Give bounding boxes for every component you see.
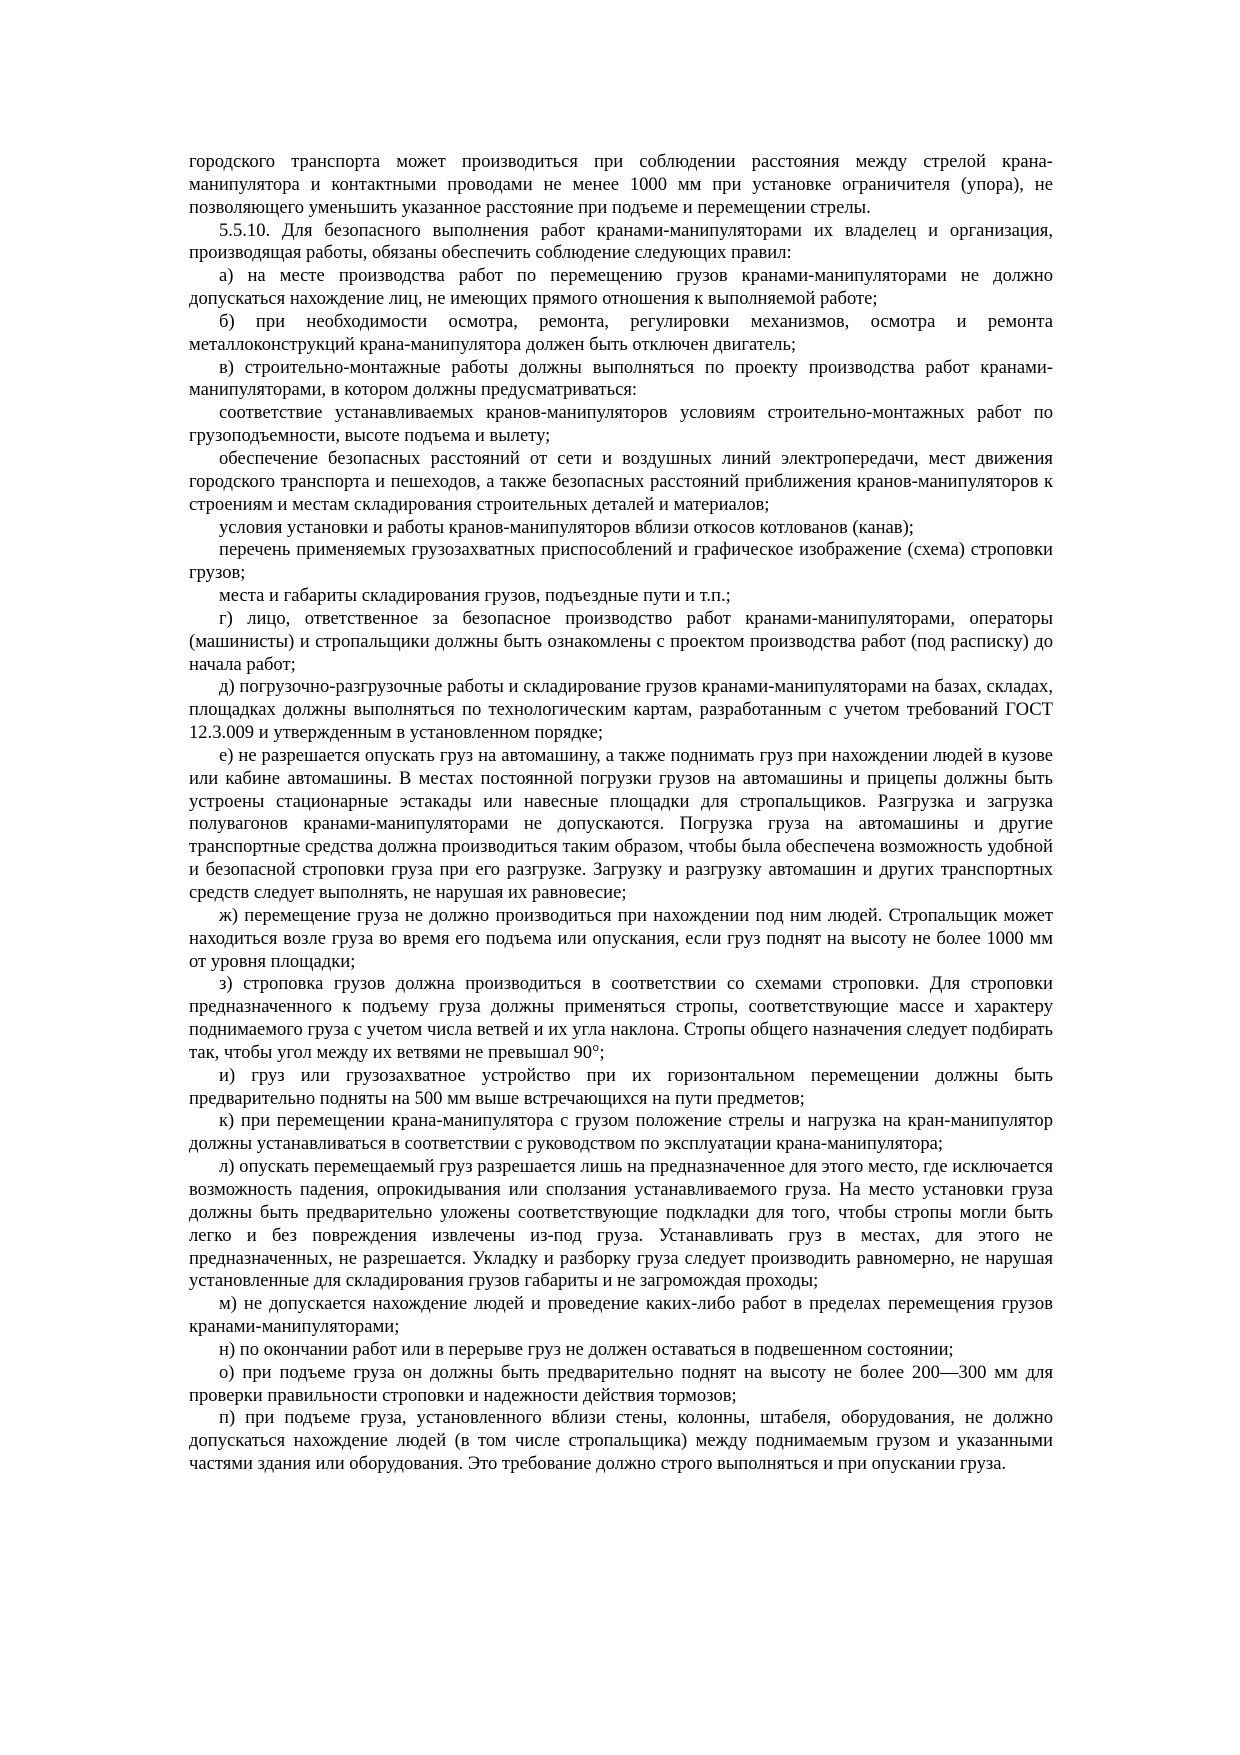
paragraph-item-z: з) строповка грузов должна производиться в соответствии со схемами строповки. Для строповки предназначенного к подъему груза должны применяться стропы, соответствующие массе и характеру поднимаемого груза с учетом числа ветвей и их угла наклона. Стропы общего назначения следует подбирать так, чтобы угол между их ветвями не превышал 90°; <box>189 973 1053 1063</box>
paragraph-item-e: е) не разрешается опускать груз на автомашину, а также поднимать груз при нахождении людей в кузове или кабине автомашины. В местах постоянной погрузки грузов на автомашины и прицепы должны быть устроены стационарные эстакады или навесные площадки для стропальщиков. Разгрузка и загрузка полувагонов кранами-манипуляторами не допускаются. Погрузка груза на автомашины и другие транспортные средства должна производиться таким образом, чтобы была обеспечена возможность удобной и безопасной строповки груза при его разгрузке. Загрузку и разгрузку автомашин и других транспортных средств следует выполнять, не нарушая их равновесие; <box>189 744 1053 903</box>
paragraph-item-o: о) при подъеме груза он должны быть предварительно поднят на высоту не более 200—300 мм для проверки правильности строповки и надежности действия тормозов; <box>189 1361 1053 1406</box>
paragraph-item-d: д) погрузочно-разгрузочные работы и складирование грузов кранами-манипуляторами на базах, складах, площадках должны выполняться по технологическим картам, разработанным с учетом требований ГОСТ 12.3.009 и утвержденным в установленном порядке; <box>189 676 1053 744</box>
paragraph-item-p: п) при подъеме груза, установленного вблизи стены, колонны, штабеля, оборудования, не должно допускаться нахождение людей (в том числе стропальщика) между поднимаемым грузом и указанными частями здания или оборудования. Это требование должно строго выполняться и при опускании груза. <box>189 1407 1053 1475</box>
paragraph-item-a: а) на месте производства работ по перемещению грузов кранами-манипуляторами не должно допускаться нахождение лиц, не имеющих прямого отношения к выполняемой работе; <box>189 265 1053 310</box>
paragraph-item-n: н) по окончании работ или в перерыве груз не должен оставаться в подвешенном состоянии; <box>219 1338 954 1360</box>
paragraph-item-i: и) груз или грузозахватное устройство при их горизонтальном перемещении должны быть предварительно подняты на 500 мм выше встречающихся на пути предметов; <box>189 1064 1053 1109</box>
paragraph-subitem-capacity: соответствие устанавливаемых кранов-манипуляторов условиям строительно-монтажных работ по грузоподъемности, высоте подъема и вылету; <box>189 402 1053 447</box>
paragraph-item-zh: ж) перемещение груза не должно производиться при нахождении под ним людей. Стропальщик может находиться возле груза во время его подъема или опускания, если груз поднят на высоту не более 1000 мм от уровня площадки; <box>189 904 1053 972</box>
paragraph-subitem-slinging: перечень применяемых грузозахватных приспособлений и графическое изображение (схема) строповки грузов; <box>189 539 1053 584</box>
paragraph-item-m: м) не допускается нахождение людей и проведение каких-либо работ в пределах перемещения грузов кранами-манипуляторами; <box>189 1293 1053 1338</box>
paragraph-item-v: в) строительно-монтажные работы должны выполняться по проекту производства работ кранами-манипуляторами, в котором должны предусматриваться: <box>189 356 1053 401</box>
paragraph-subitem-storage: места и габариты складирования грузов, подъездные пути и т.п.; <box>219 585 731 607</box>
paragraph-item-l: л) опускать перемещаемый груз разрешается лишь на предназначенное для этого место, где исключается возможность падения, опрокидывания или сползания устанавливаемого груза. На место установки груза должны быть предварительно уложены соответствующие подкладки для того, чтобы стропы могли быть легко и без повреждения извлечены из-под груза. Устанавливать груз в местах, для этого не предназначенных, не разрешается. Укладку и разборку груза следует производить равномерно, не нарушая установленные для складирования грузов габариты и не загромождая проходы; <box>189 1156 1053 1292</box>
paragraph-subitem-distances: обеспечение безопасных расстояний от сети и воздушных линий электропередачи, мест движения городского транспорта и пешеходов, а также безопасных расстояний приближения кранов-манипуляторов к строениям и местам складирования строительных деталей и материалов; <box>189 447 1053 515</box>
paragraph-item-k: к) при перемещении крана-манипулятора с грузом положение стрелы и нагрузка на кран-манипулятор должны устанавливаться в соответствии с руководством по эксплуатации крана-манипулятора; <box>189 1110 1053 1155</box>
paragraph-5-5-10: 5.5.10. Для безопасного выполнения работ кранами-манипуляторами их владелец и организация, производящая работы, обязаны обеспечить соблюдение следующих правил: <box>189 219 1053 264</box>
paragraph-subitem-slopes: условия установки и работы кранов-манипуляторов вблизи откосов котлованов (канав); <box>219 516 914 538</box>
document-page <box>189 151 1053 1476</box>
paragraph-item-b: б) при необходимости осмотра, ремонта, регулировки механизмов, осмотра и ремонта металлоконструкций крана-манипулятора должен быть отключен двигатель; <box>189 310 1053 355</box>
paragraph-continuation: городского транспорта может производиться при соблюдении расстояния между стрелой крана-манипулятора и контактными проводами не менее 1000 мм при установке ограничителя (упора), не позволяющего уменьшить указанное расстояние при подъеме и перемещении стрелы. <box>189 151 1053 218</box>
paragraph-item-g: г) лицо, ответственное за безопасное производство работ кранами-манипуляторами, операторы (машинисты) и стропальщики должны быть ознакомлены с проектом производства работ (под расписку) до начала работ; <box>189 607 1053 675</box>
